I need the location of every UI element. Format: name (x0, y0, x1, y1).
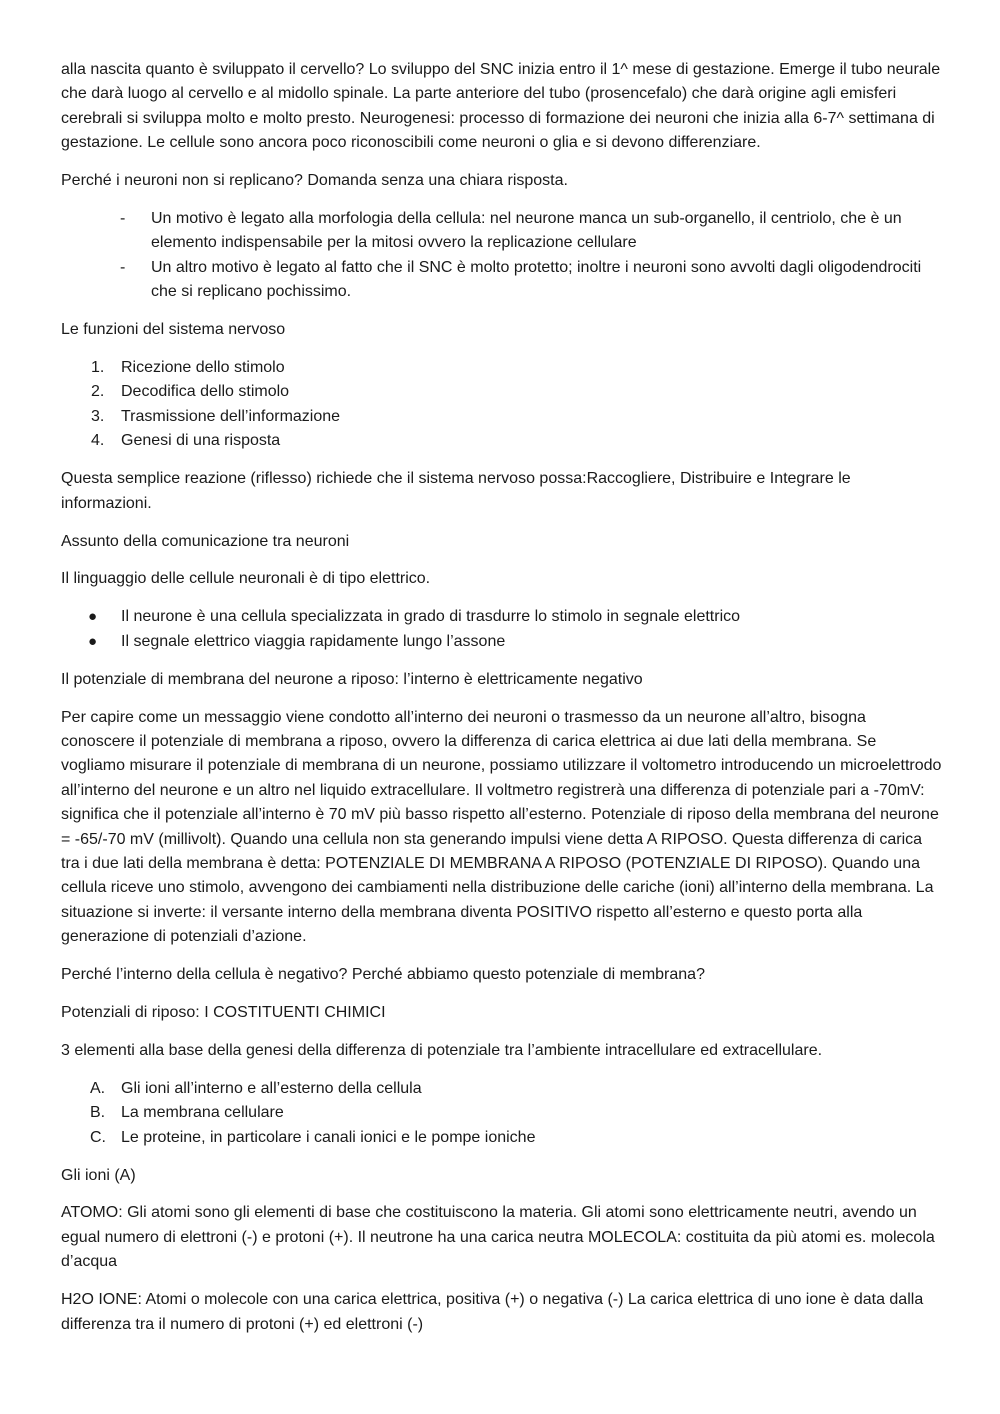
numbered-list (61, 356, 943, 454)
paragraph-brain-development: alla nascita quanto è sviluppato il cervello? Lo sviluppo del SNC inizia entro il 1^ mese di gestazione. Emerge il tubo neurale che darà luogo al cervello e al midollo spinale. La parte anteriore del tubo (prosencefalo) che darà origine agli emisferi cerebrali si sviluppa molto e molto presto. Neurogenesi: processo di formazione dei neuroni che inizia alla 6-7^ settimana di gestazione. Le cellule sono ancora poco riconoscibili come neuroni o glia e si devono differenziare. (61, 61, 941, 152)
section-heading-ions: Gli ioni (A) (61, 1166, 136, 1184)
document-page (61, 58, 943, 1350)
section-heading-chemical-constituents: Potenziali di riposo: I COSTITUENTI CHIMICI (61, 1004, 386, 1021)
list-item-text: Ricezione dello stimolo (121, 359, 285, 377)
list-item-text: Un motivo è legato alla morfologia della cellula: nel neurone manca un sub-organello, il centriolo, che è un elemento indispensabile per la mitosi ovvero la replicazione cellulare (151, 210, 902, 252)
list-item (61, 630, 943, 654)
paragraph-neuron-replication-question: Perché i neuroni non si replicano? Domanda senza una chiara risposta. (61, 172, 568, 190)
dash-marker: - (120, 258, 126, 276)
list-item (61, 256, 943, 305)
paragraph-electric-language: Il linguaggio delle cellule neuronali è di tipo elettrico. (61, 570, 431, 588)
list-item-text: Il segnale elettrico viaggia rapidamente lungo l’assone (121, 632, 506, 650)
list-item (61, 405, 943, 429)
paragraph-reflex: Questa semplice reazione (riflesso) richiede che il sistema nervoso possa:Raccogliere, Distribuire e Integrare le informazioni. (61, 470, 851, 512)
dash-list (61, 207, 943, 305)
paragraph-ion: H2O IONE: Atomi o molecole con una carica elettrica, positiva (+) o negativa (-) La carica elettrica di uno ione è data dalla differenza tra il numero di protoni (+) ed elettroni (-) (61, 1291, 924, 1333)
section-heading-resting-potential: Il potenziale di membrana del neurone a riposo: l’interno è elettricamente negativo (61, 670, 643, 688)
bullet-list (61, 605, 943, 654)
bullet-marker: ● (88, 608, 98, 626)
list-item (61, 356, 943, 380)
paragraph-atom: ATOMO: Gli atomi sono gli elementi di base che costituiscono la materia. Gli atomi sono elettricamente neutri, avendo un egual numero di elettroni (-) e protoni (+). Il neutrone ha una carica neutra MOLECOLA: costituita da più atomi es. molecola d’acqua (61, 1204, 935, 1271)
list-item-text: Un altro motivo è legato al fatto che il SNC è molto protetto; inoltre i neuroni sono avvolti dagli oligodendrociti che si replicano pochissimo. (151, 258, 922, 301)
dash-marker: - (120, 210, 126, 228)
number-marker: 2. (91, 383, 105, 401)
alpha-list (61, 1077, 943, 1150)
list-item-text: Gli ioni all’interno e all’esterno della cellula (121, 1079, 422, 1097)
paragraph-three-elements: 3 elementi alla base della genesi della differenza di potenziale tra l’ambiente intracellulare ed extracellulare. (61, 1041, 823, 1059)
list-item (61, 605, 943, 629)
section-heading-functions: Le funzioni del sistema nervoso (61, 321, 286, 339)
paragraph-negative-interior-question: Perché l’interno della cellula è negativo? Perché abbiamo questo potenziale di membrana? (61, 966, 705, 984)
list-item-text: Il neurone è una cellula specializzata in grado di trasdurre lo stimolo in segnale elettrico (121, 608, 741, 626)
list-item-text: Le proteine, in particolare i canali ionici e le pompe ioniche (121, 1128, 536, 1146)
list-item (61, 380, 943, 404)
list-item-text: Decodifica dello stimolo (121, 383, 290, 401)
number-marker: 4. (91, 432, 105, 450)
list-item-text: Trasmissione dell’informazione (121, 407, 341, 425)
number-marker: 1. (91, 359, 105, 377)
list-item-text: La membrana cellulare (121, 1104, 284, 1122)
list-item-text: Genesi di una risposta (121, 432, 281, 450)
list-item (61, 1101, 943, 1125)
section-heading-communication: Assunto della comunicazione tra neuroni (61, 532, 350, 550)
list-item (61, 207, 943, 256)
letter-marker: A. (90, 1079, 106, 1097)
list-item (61, 1077, 943, 1101)
bullet-marker: ● (88, 632, 98, 650)
letter-marker: C. (90, 1128, 106, 1146)
number-marker: 3. (91, 407, 105, 425)
list-item (61, 429, 943, 453)
paragraph-membrane-potential: Per capire come un messaggio viene condotto all’interno dei neuroni o trasmesso da un neurone all’altro, bisogna conoscere il potenziale di membrana a riposo, ovvero la differenza di carica elettrica ai due lati della membrana. Se vogliamo misurare il potenziale di membrana di un neurone, possiamo utilizzare il voltometro introducendo un microelettrodo all’interno del neurone e un altro nel liquido extracellulare. Il voltmetro registrerà una differenza di potenziale pari a -70mV: significa che il potenziale all’interno è 70 mV più basso rispetto all’esterno. Potenziale di riposo della membrana del neurone = -65/-70 mV (millivolt). Quando una cellula non sta generando impulsi viene detta A RIPOSO. Questa differenza di carica tra i due lati della membrana è detta: POTENZIALE DI MEMBRANA A RIPOSO (POTENZIALE DI RIPOSO). Quando una cellula riceve uno stimolo, avvengono dei cambiamenti nella distribuzione delle cariche (ioni) all’interno della membrana. La situazione si inverte: il versante interno della membrana diventa POSITIVO rispetto all’esterno e questo porta alla generazione di potenziali d’azione. (61, 708, 942, 946)
letter-marker: B. (90, 1104, 106, 1122)
list-item (61, 1126, 943, 1150)
